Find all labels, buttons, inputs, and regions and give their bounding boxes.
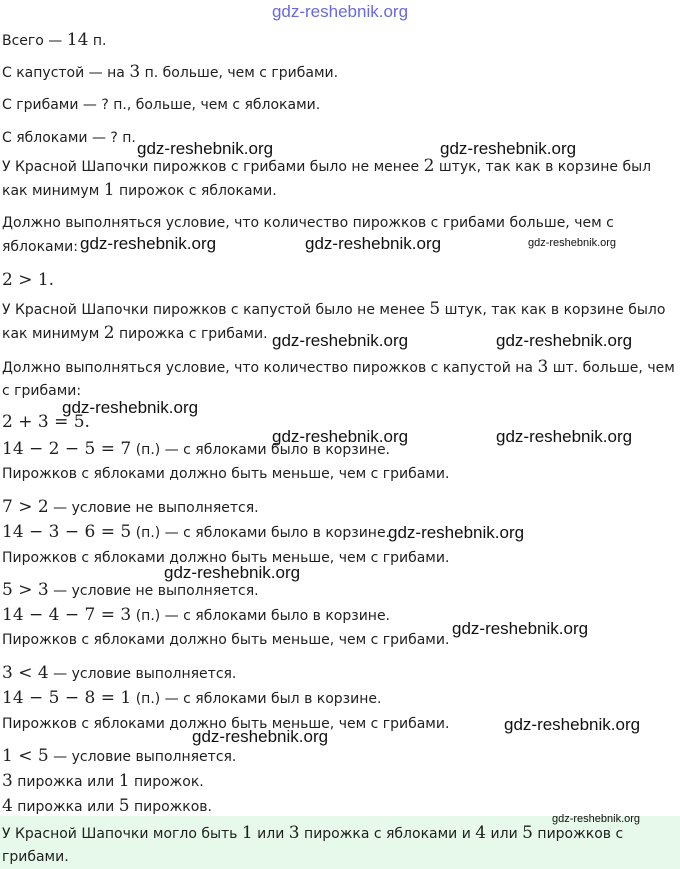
math: 5 (118, 796, 130, 816)
watermark: gdz-reshebnik.org (164, 563, 301, 582)
watermark: gdz-reshebnik.org (272, 427, 409, 446)
math: 3 (129, 62, 141, 82)
text: пирожка или (12, 774, 119, 790)
given-cabbage (2, 60, 678, 85)
text: У Красной Шапочки пирожков с капустой было не менее (2, 302, 430, 318)
text: Должно выполняться условие, что количество пирожков с капустой на (2, 360, 538, 376)
text: Пирожков с яблоками должно быть меньше, чем с грибами. (2, 716, 450, 732)
watermark: gdz-reshebnik.org (388, 523, 525, 542)
text: пирожок с яблоками. (114, 183, 277, 199)
text: пирожков с (532, 826, 624, 842)
text: (п.) — с яблоками было в корзине. (131, 525, 391, 541)
text: (п.) — с яблоками был в корзине. (131, 691, 382, 707)
text: как минимум (2, 326, 104, 342)
text: — условие не выполняется. (48, 583, 259, 599)
text: шт. больше, чем (548, 360, 675, 376)
watermark: gdz-reshebnik.org (496, 331, 633, 350)
watermark: gdz-reshebnik.org (496, 427, 633, 446)
paragraph-line (2, 178, 678, 203)
watermark: gdz-reshebnik.org (192, 727, 329, 746)
condition-line (2, 495, 678, 520)
watermark: gdz-reshebnik.org (504, 715, 641, 734)
given-mushroom (2, 93, 678, 117)
text: С яблоками — ? п. (2, 130, 136, 146)
text: как минимум (2, 183, 104, 199)
text: пирожка или (12, 799, 119, 815)
text: штук, так как в корзине было (440, 302, 666, 318)
text: или (252, 826, 289, 842)
text: пирожка с яблоками и (299, 826, 476, 842)
text: Пирожков с яблоками должно быть меньше, чем с грибами. (2, 550, 450, 566)
text: (п.) — с яблоками было в корзине. (131, 608, 391, 624)
math: 5 (429, 299, 441, 319)
math: 1 (118, 771, 130, 791)
paragraph-line (2, 546, 678, 570)
math: 2 > 1. (2, 270, 55, 290)
text: п. (88, 33, 107, 49)
text: — условие выполняется. (48, 666, 237, 682)
given-apple (2, 126, 678, 150)
math: 14 − 3 − 6 = 5 (2, 522, 132, 542)
math: 14 (66, 30, 89, 50)
text: штук, так как в корзине был (434, 159, 652, 175)
condition-line (2, 578, 678, 603)
watermark: gdz-reshebnik.org (137, 139, 274, 158)
answer-line (2, 845, 678, 869)
text: У Красной Шапочки могло быть (2, 826, 242, 842)
math: 2 (423, 156, 435, 176)
condition-line (2, 744, 678, 769)
watermark: gdz-reshebnik.org (62, 398, 199, 417)
watermark: gdz-reshebnik.org (272, 331, 409, 350)
math: 4 (2, 796, 13, 816)
math: 3 (537, 357, 549, 377)
math: 3 (288, 823, 300, 843)
math: 1 (103, 180, 115, 200)
math: 1 < 5 (2, 746, 49, 766)
text: С грибами — ? п., больше, чем с яблоками. (2, 97, 321, 113)
paragraph-line (2, 211, 678, 235)
text: пирожков. (129, 799, 213, 815)
math-line (2, 268, 678, 293)
math: 1 (241, 823, 253, 843)
text: С капустой — на (2, 65, 130, 81)
math: 14 − 5 − 8 = 1 (2, 688, 132, 708)
text: Пирожков с яблоками должно быть меньше, чем с грибами. (2, 632, 450, 648)
text: — условие выполняется. (48, 749, 237, 765)
top-watermark: gdz-reshebnik.org (271, 2, 409, 21)
text: или (486, 826, 523, 842)
condition-line (2, 661, 678, 686)
math: 14 − 4 − 7 = 3 (2, 605, 132, 625)
watermark: gdz-reshebnik.org (440, 139, 577, 158)
text: У Красной Шапочки пирожков с грибами было не менее (2, 159, 424, 175)
paragraph-line (2, 297, 678, 322)
text: Пирожков с яблоками должно быть меньше, чем с грибами. (2, 466, 450, 482)
text: Должно выполняться условие, что количество пирожков с грибами больше, чем с (2, 215, 614, 231)
math: 7 > 2 (2, 497, 49, 517)
text: яблоками: (2, 239, 78, 255)
text: (п.) — с яблоками было в корзине. (131, 442, 391, 458)
text: пирожок. (129, 774, 204, 790)
text: Всего — (2, 33, 67, 49)
text: пирожка с грибами. (114, 326, 268, 342)
math: 3 < 4 (2, 663, 49, 683)
text: — условие не выполняется. (48, 500, 259, 516)
option-line (2, 769, 678, 794)
given-total (2, 28, 678, 53)
watermark: gdz-reshebnik.org (452, 619, 589, 638)
equation-line (2, 520, 678, 545)
paragraph-line (2, 355, 678, 380)
equation-line (2, 686, 678, 711)
math: 14 − 2 − 5 = 7 (2, 439, 132, 459)
text: грибами. (2, 849, 69, 865)
watermark: gdz-reshebnik.org (528, 237, 617, 249)
text: п. больше, чем с грибами. (140, 65, 339, 81)
math: 3 (2, 771, 13, 791)
math: 2 (103, 323, 115, 343)
watermark: gdz-reshebnik.org (80, 234, 217, 253)
math: 2 + 3 = 5. (2, 412, 90, 432)
math: 5 (522, 823, 533, 843)
paragraph-line (2, 154, 678, 179)
math: 5 > 3 (2, 580, 49, 600)
paragraph-line (2, 462, 678, 486)
watermark: gdz-reshebnik.org (552, 813, 641, 825)
math: 4 (475, 823, 487, 843)
text: с грибами: (2, 383, 82, 399)
watermark: gdz-reshebnik.org (305, 234, 442, 253)
